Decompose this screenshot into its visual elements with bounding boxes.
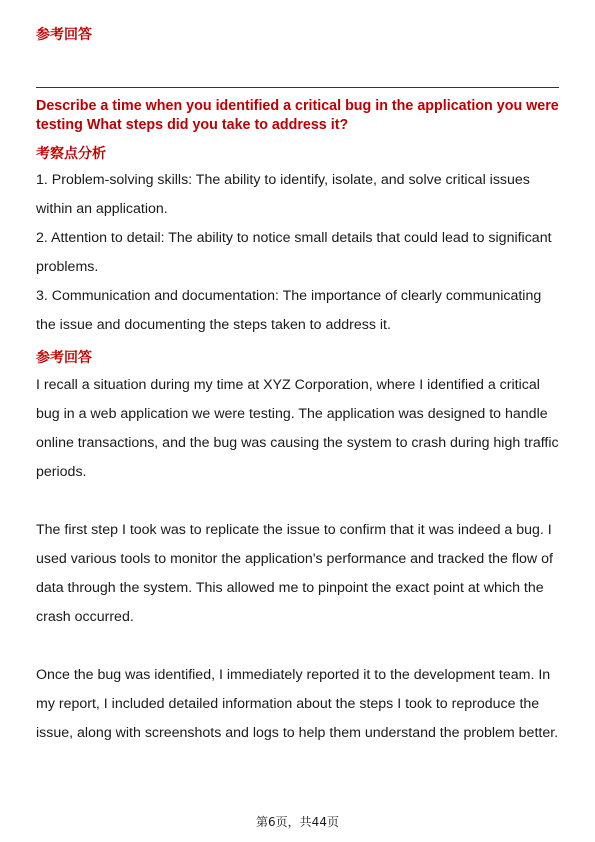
answer-paragraph: The first step I took was to replicate the issue to confirm that it was indeed a bug. I used various tools to monitor the application's performance and tracked the flow of data through the system. This allowed me to pinpoint the exact point at which the crash occurred. bbox=[36, 522, 553, 625]
answer-paragraph: I recall a situation during my time at XYZ Corporation, where I identified a critical bug in a web application we were testing. The application was designed to handle online transactions, and the bug was causing the system to crash during high traffic periods. bbox=[36, 377, 559, 480]
analysis-heading: 考察点分析 bbox=[36, 146, 106, 162]
answer-paragraph: Once the bug was identified, I immediately reported it to the development team. In my report, I included detailed information about the steps I took to reproduce the issue, along with screenshots and logs to help them understand the problem better. bbox=[36, 667, 559, 741]
analysis-point: 1. Problem-solving skills: The ability to identify, isolate, and solve critical issues within an application. bbox=[36, 172, 530, 217]
analysis-point: 2. Attention to detail: The ability to notice small details that could lead to significant problems. bbox=[36, 230, 552, 275]
answer-heading: 参考回答 bbox=[36, 350, 92, 366]
top-answer-heading: 参考回答 bbox=[36, 27, 92, 43]
section-divider bbox=[36, 87, 559, 88]
analysis-point: 3. Communication and documentation: The importance of clearly communicating the issue and documenting the steps taken to address it. bbox=[36, 288, 542, 333]
question-title: Describe a time when you identified a critical bug in the application you were testing What steps did you take to address it? bbox=[36, 98, 559, 133]
page-number-footer: 第6页，共44页 bbox=[256, 815, 339, 829]
answer-body bbox=[36, 371, 562, 748]
analysis-list bbox=[36, 166, 562, 340]
